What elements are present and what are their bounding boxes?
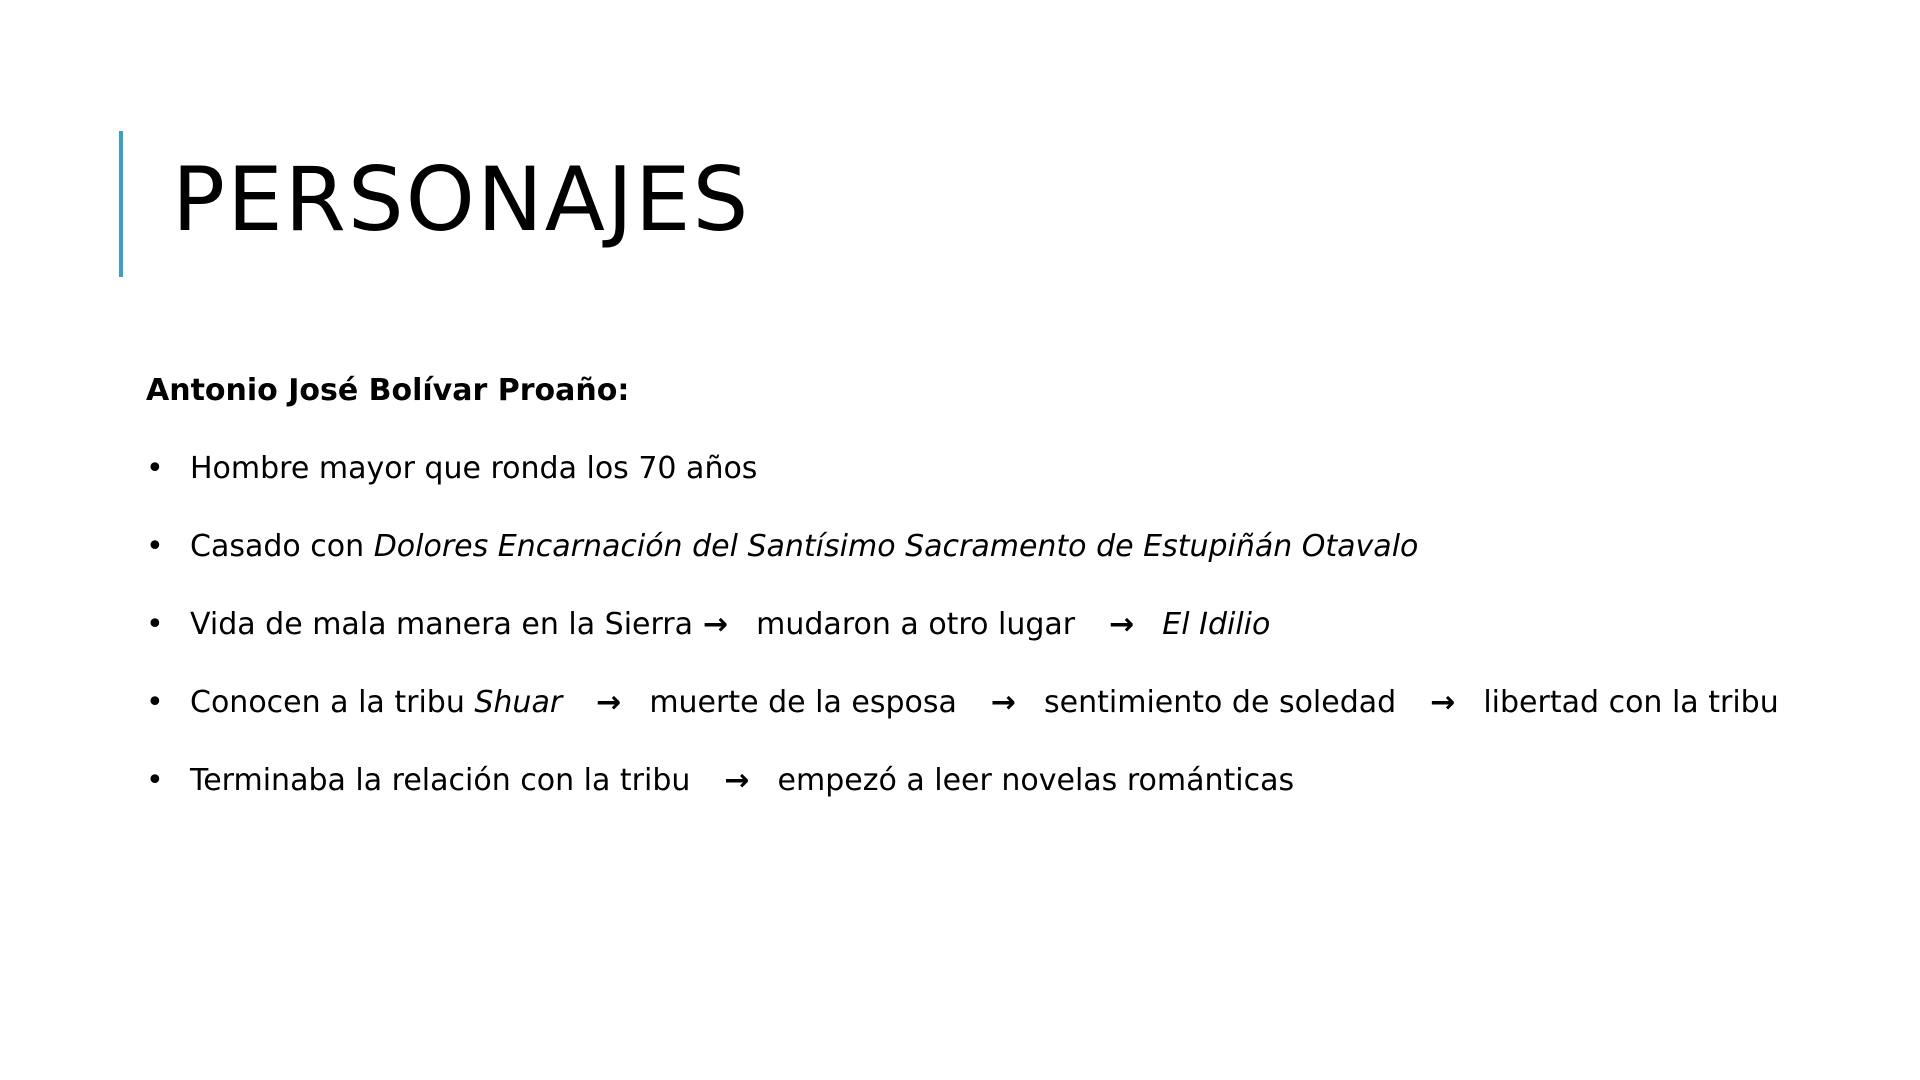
bullet-icon: • xyxy=(146,529,164,564)
bullet-item xyxy=(146,528,1786,566)
slide-content xyxy=(146,372,1786,840)
arrow-right-icon: → xyxy=(1430,685,1456,720)
slide-title: PERSONAJES xyxy=(172,148,751,251)
bullet-text: Terminaba la relación con la tribu xyxy=(190,763,691,798)
bullet-item xyxy=(146,684,1786,722)
arrow-right-icon: → xyxy=(724,763,750,798)
bullet-text: mudaron a otro lugar xyxy=(756,607,1076,642)
spouse-name: Dolores Encarnación del Santísimo Sacramento de Estupiñán Otavalo xyxy=(373,529,1419,564)
bullet-icon: • xyxy=(146,685,164,720)
bullet-item xyxy=(146,450,1786,488)
bullet-text: Casado con xyxy=(190,529,374,564)
bullet-icon: • xyxy=(146,763,164,798)
tribe-name: Shuar xyxy=(474,685,563,720)
bullet-text: Vida de mala manera en la Sierra xyxy=(190,607,694,642)
character-heading: Antonio José Bolívar Proaño: xyxy=(146,373,630,408)
bullet-text: Hombre mayor que ronda los 70 años xyxy=(190,451,758,486)
title-accent-bar xyxy=(119,131,123,277)
bullet-text: muerte de la esposa xyxy=(649,685,957,720)
bullet-text: Conocen a la tribu xyxy=(190,685,475,720)
bullet-item xyxy=(146,762,1786,800)
arrow-right-icon: → xyxy=(990,685,1017,720)
bullet-list xyxy=(146,450,1786,800)
arrow-right-icon: → xyxy=(596,685,622,720)
place-name: El Idilio xyxy=(1162,607,1271,642)
bullet-text: sentimiento de soledad xyxy=(1044,685,1397,720)
bullet-icon: • xyxy=(146,451,164,486)
bullet-text: empezó a leer novelas románticas xyxy=(777,763,1295,798)
arrow-right-icon: → xyxy=(1109,607,1135,642)
bullet-item xyxy=(146,606,1786,644)
arrow-right-icon: → xyxy=(703,607,729,642)
bullet-text: libertad con la tribu xyxy=(1483,685,1779,720)
bullet-icon: • xyxy=(146,607,164,642)
